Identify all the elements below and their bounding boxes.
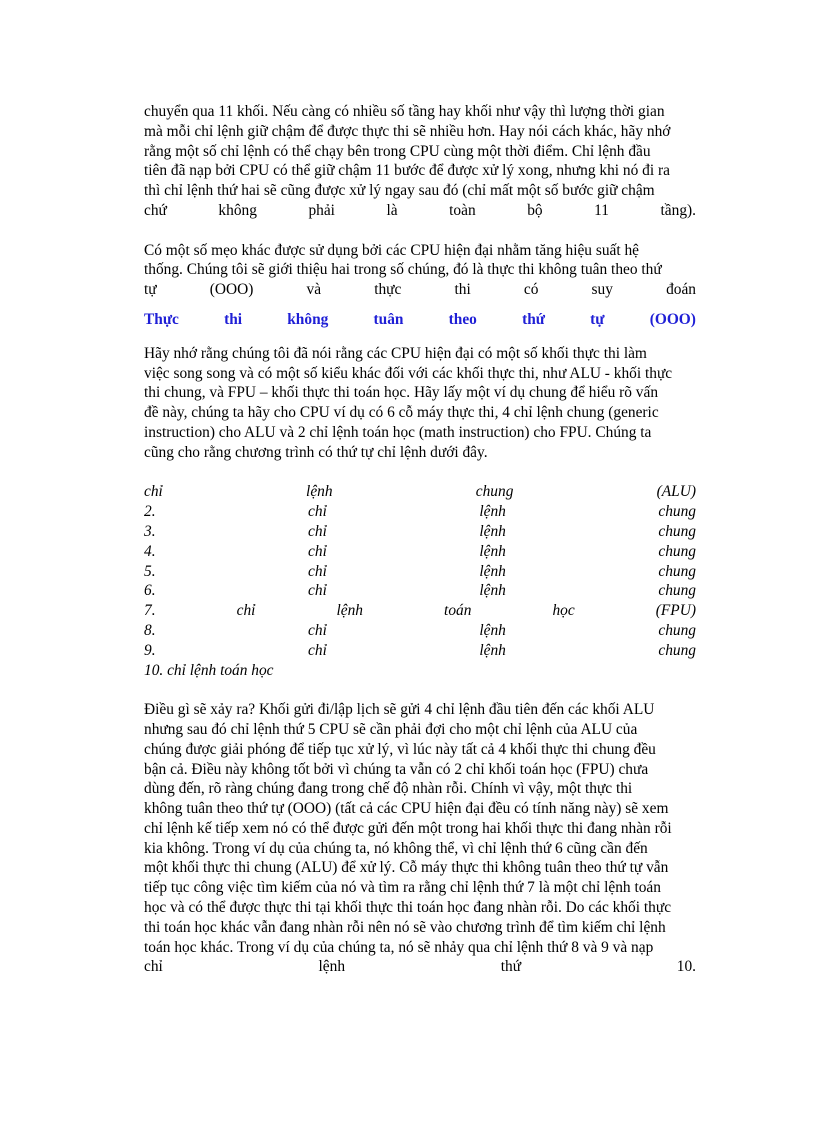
word: tự bbox=[144, 281, 157, 299]
list-word: 5. bbox=[144, 562, 156, 580]
list-word: 8. bbox=[144, 621, 156, 639]
list-word: lệnh bbox=[479, 582, 506, 600]
list-word: lệnh bbox=[336, 602, 363, 620]
list-word: chỉ bbox=[144, 483, 163, 501]
text-line: rằng một số chỉ lệnh có thể chạy bên trong CPU cùng một thời điểm. Chỉ lệnh đầu bbox=[144, 142, 651, 160]
list-word: 7. bbox=[144, 602, 156, 620]
heading-word: Thực bbox=[144, 310, 179, 328]
list-word: toán bbox=[444, 602, 472, 620]
list-word: chung bbox=[658, 522, 696, 540]
list-word: (ALU) bbox=[656, 483, 696, 501]
list-word: chung bbox=[658, 582, 696, 600]
list-item bbox=[144, 522, 696, 542]
list-word: chỉ bbox=[308, 522, 327, 540]
heading-word: tự bbox=[590, 310, 605, 328]
word: (OOO) bbox=[209, 281, 254, 299]
text-line: mà mỗi chỉ lệnh giữ chậm để được thực thi sẽ nhiều hơn. Hay nói cách khác, hãy nhớ bbox=[144, 122, 671, 140]
text-line: kia không. Trong ví dụ của chúng ta, nó không thể, vì chỉ lệnh thứ 6 cũng cần đến bbox=[144, 839, 648, 857]
list-word: chung bbox=[475, 483, 514, 501]
list-item bbox=[144, 562, 696, 582]
list-word: 3. bbox=[144, 522, 156, 540]
text-line: cũng cho rằng chương trình có thứ tự chỉ lệnh dưới đây. bbox=[144, 443, 488, 461]
text-line: một khối thực thi chung (ALU) để xử lý. Cỗ máy thực thi không tuân theo thứ tự vẫn bbox=[144, 859, 669, 877]
text-line: chúng được giải phóng để tiếp tục xử lý, vì lúc này tất cả 4 khối thực thi chung đều bbox=[144, 740, 656, 758]
list-item bbox=[144, 581, 696, 601]
paragraph-ooo-explanation bbox=[144, 700, 696, 977]
word: và bbox=[306, 281, 322, 299]
list-word: chỉ bbox=[308, 542, 327, 560]
list-item bbox=[144, 621, 696, 641]
list-word: lệnh bbox=[479, 641, 506, 659]
heading-word: không bbox=[287, 310, 329, 328]
list-word: 4. bbox=[144, 542, 156, 560]
list-word: chung bbox=[658, 562, 696, 580]
list-word: lệnh bbox=[306, 483, 333, 501]
list-word: học bbox=[552, 602, 575, 620]
heading-word: tuân bbox=[373, 310, 404, 328]
text-line: chỉ lệnh kế tiếp xem nó có thể được gửi đến một trong hai khối thực thi đang nhàn rỗi bbox=[144, 819, 672, 837]
list-item bbox=[144, 641, 696, 661]
text-line: không tuân theo thứ tự (OOO) (tất cả các CPU hiện đại đều có tính năng này) sẽ xem bbox=[144, 800, 669, 818]
list-word: lệnh bbox=[479, 522, 506, 540]
word: toàn bbox=[449, 201, 476, 219]
text-line-justified bbox=[144, 201, 696, 221]
text-line: toán học khác. Trong ví dụ của chúng ta, nó sẽ nhảy qua chỉ lệnh thứ 8 và 9 và nạp bbox=[144, 938, 654, 956]
text-line: Điều gì sẽ xảy ra? Khối gửi đi/lập lịch sẽ gửi 4 chỉ lệnh đầu tiên đến các khối ALU bbox=[144, 701, 655, 719]
text-line: thi chung, và FPU – khối thực thi toán học. Hãy lấy một ví dụ chung để hiểu rõ vấn bbox=[144, 384, 659, 402]
document-page bbox=[144, 102, 696, 977]
text-line: nhưng sau đó chỉ lệnh thứ 5 CPU sẽ cần phải đợi cho một chỉ lệnh của ALU của bbox=[144, 720, 638, 738]
list-word: chỉ bbox=[308, 562, 327, 580]
text-line: tiếp tục công việc tìm kiếm của nó và tìm ra rằng chỉ lệnh thứ 7 là một chỉ lệnh toán bbox=[144, 879, 661, 897]
text-line: thi toán học khác vẫn đang nhàn rỗi nên nó sẽ vào chương trình để tìm kiếm chỉ lệnh bbox=[144, 918, 666, 936]
word: chỉ bbox=[144, 958, 163, 976]
list-word: chung bbox=[658, 621, 696, 639]
list-word: lệnh bbox=[479, 503, 506, 521]
text-line: chuyển qua 11 khối. Nếu càng có nhiều số tầng hay khối như vậy thì lượng thời gian bbox=[144, 103, 665, 120]
text-line: thì chỉ lệnh thứ hai sẽ cũng được xử lý ngay sau đó (chỉ mất một số bước giữ chậm bbox=[144, 182, 655, 200]
paragraph-execution-units bbox=[144, 344, 696, 463]
heading-word: thứ bbox=[522, 310, 545, 328]
word: tầng). bbox=[660, 201, 696, 219]
list-word: chỉ bbox=[236, 602, 256, 620]
list-word: chỉ bbox=[308, 582, 327, 600]
paragraph-tricks bbox=[144, 241, 696, 300]
text-line: thống. Chúng tôi sẽ giới thiệu hai trong số chúng, đó là thực thi không tuân theo thứ bbox=[144, 261, 662, 279]
word: là bbox=[386, 201, 398, 219]
paragraph-pipeline bbox=[144, 102, 696, 221]
text-line-justified bbox=[144, 280, 696, 300]
text-line: đề này, chúng ta hãy cho CPU ví dụ có 6 cỗ máy thực thi, 4 chỉ lệnh chung (generic bbox=[144, 404, 659, 422]
text-line: việc song song và có một số kiểu khác đối với các khối thực thi, như ALU - khối thực bbox=[144, 364, 673, 382]
list-item: 10. chỉ lệnh toán học bbox=[144, 661, 274, 679]
word: thứ bbox=[500, 958, 522, 976]
list-item bbox=[144, 502, 696, 522]
list-item bbox=[144, 542, 696, 562]
list-word: (FPU) bbox=[655, 602, 696, 620]
list-word: 2. bbox=[144, 503, 156, 521]
text-line: instruction) cho ALU và 2 chỉ lệnh toán học (math instruction) cho FPU. Chúng ta bbox=[144, 423, 652, 441]
word: 10. bbox=[676, 958, 696, 976]
list-word: lệnh bbox=[479, 542, 506, 560]
list-word: chung bbox=[658, 503, 696, 521]
word: suy bbox=[591, 281, 613, 299]
heading-word: thi bbox=[224, 310, 243, 328]
heading-word: (OOO) bbox=[649, 310, 696, 328]
text-line: tiên đã nạp bởi CPU có thể giữ chậm 11 bước để được xử lý xong, nhưng khi nó đi ra bbox=[144, 162, 670, 180]
text-line-justified bbox=[144, 957, 696, 977]
text-line: Có một số mẹo khác được sử dụng bởi các CPU hiện đại nhằm tăng hiệu suất hệ bbox=[144, 241, 640, 259]
list-word: chung bbox=[658, 641, 696, 659]
word: thực bbox=[374, 281, 402, 299]
list-word: lệnh bbox=[479, 621, 506, 639]
word: lệnh bbox=[318, 958, 346, 976]
text-line: bận cả. Điều này không tốt bởi vì chúng ta vẫn có 2 chỉ khối toán học (FPU) chưa bbox=[144, 760, 649, 778]
list-item bbox=[144, 482, 696, 502]
list-word: chỉ bbox=[308, 621, 327, 639]
text-line: dùng đến, rõ ràng chúng đang trong chế độ nhàn rỗi. Chính vì vậy, một thực thi bbox=[144, 780, 633, 798]
word: chứ bbox=[144, 201, 167, 219]
section-heading bbox=[144, 310, 696, 330]
list-word: 9. bbox=[144, 641, 156, 659]
list-word: 6. bbox=[144, 582, 156, 600]
list-item bbox=[144, 601, 696, 621]
list-word: chỉ bbox=[308, 641, 327, 659]
list-word: chung bbox=[658, 542, 696, 560]
word: phải bbox=[308, 201, 335, 219]
word: không bbox=[218, 201, 257, 219]
word: bộ bbox=[527, 201, 543, 219]
text-line: Hãy nhớ rằng chúng tôi đã nói rằng các CPU hiện đại có một số khối thực thi làm bbox=[144, 344, 647, 362]
instruction-list bbox=[144, 482, 696, 680]
word: thi bbox=[454, 281, 471, 299]
word: có bbox=[523, 281, 539, 299]
text-line: học và có thể được thực thi tại khối thực thi toán học đang nhàn rỗi. Do các khối thực bbox=[144, 899, 672, 917]
list-word: chỉ bbox=[308, 503, 327, 521]
heading-word: theo bbox=[448, 310, 477, 328]
word: đoán bbox=[666, 281, 696, 299]
list-word: lệnh bbox=[479, 562, 506, 580]
word: 11 bbox=[594, 201, 609, 219]
